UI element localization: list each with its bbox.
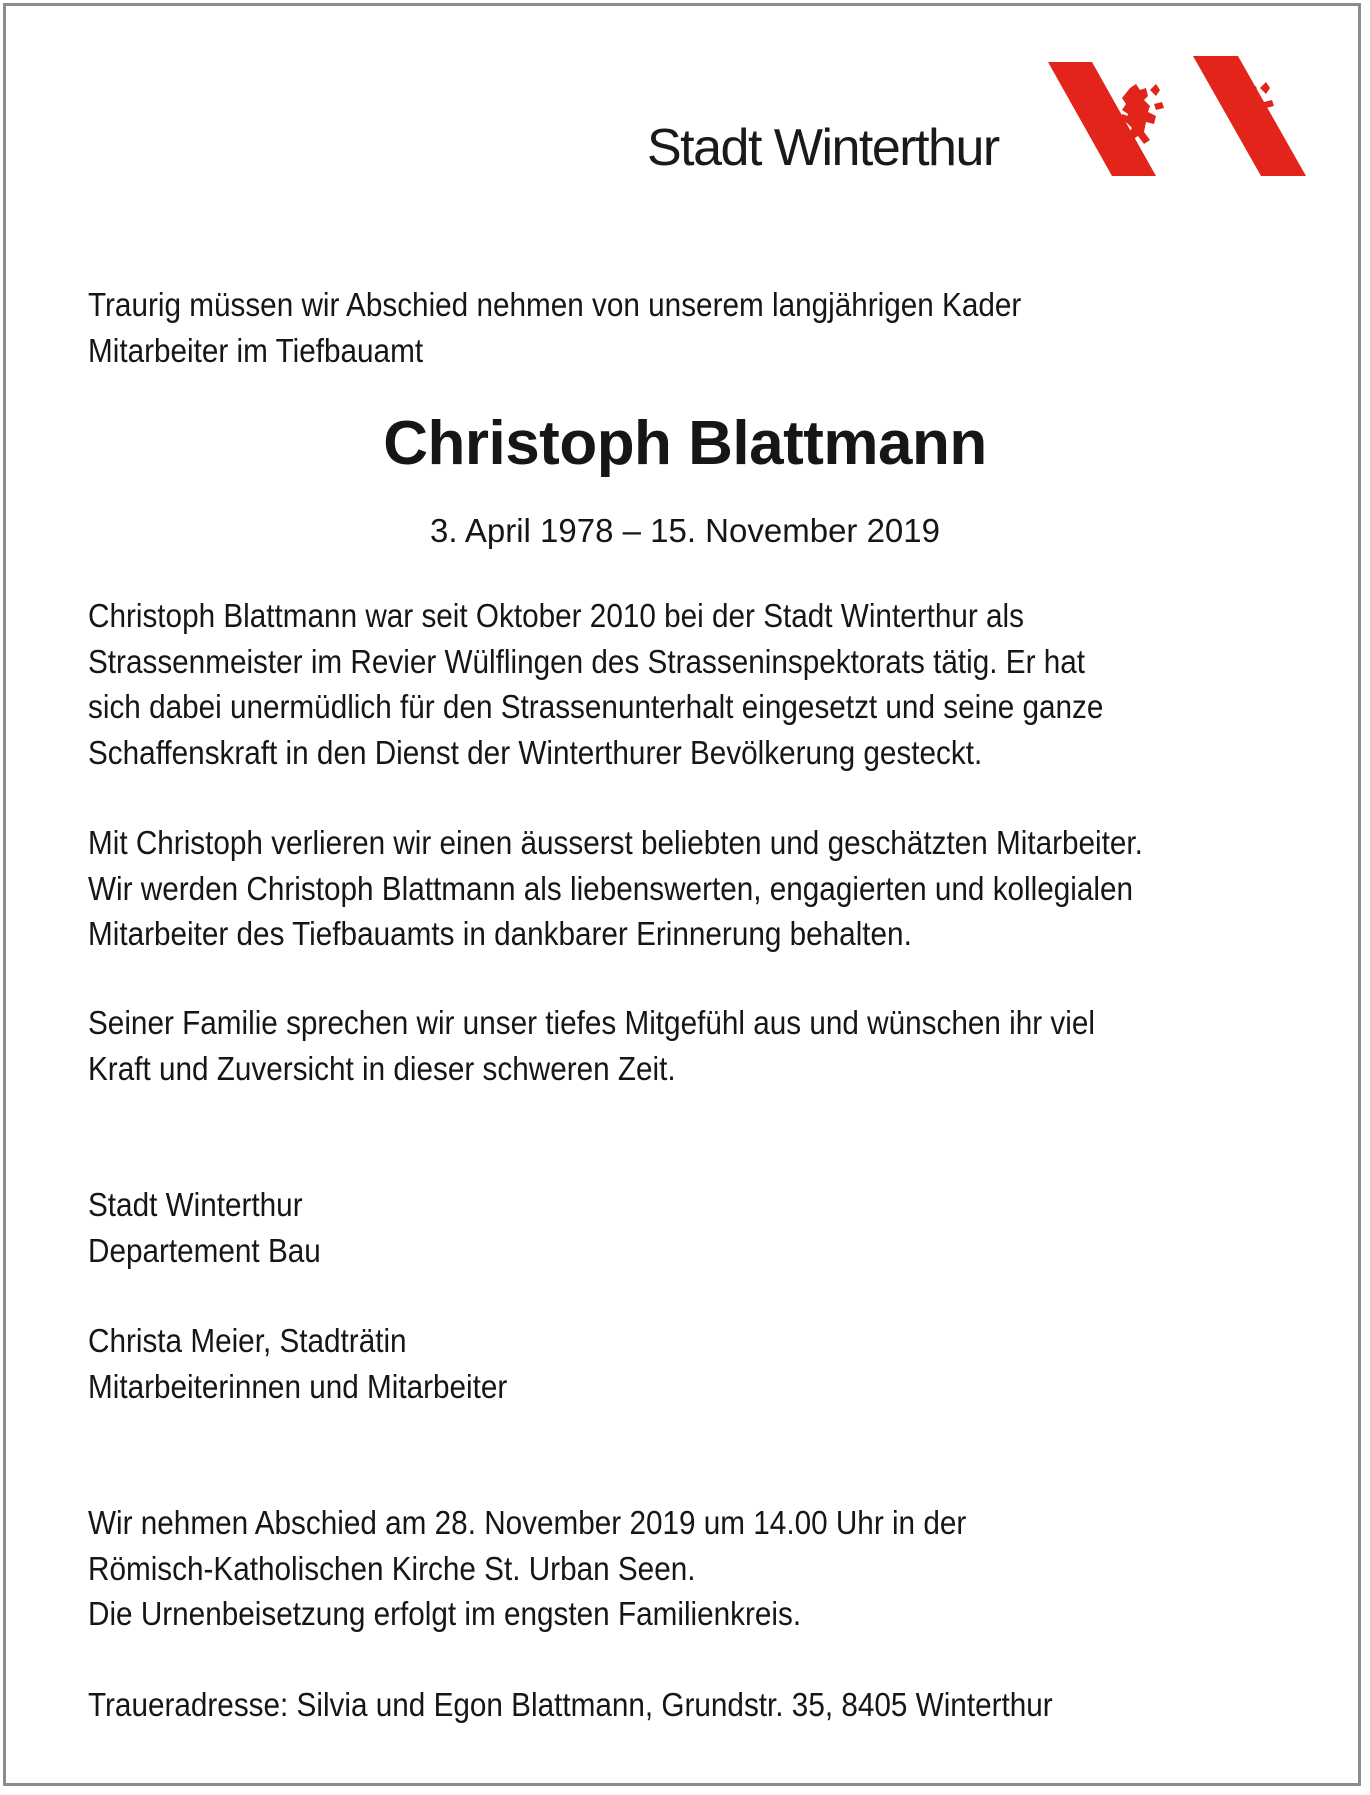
paragraph-line: Wir werden Christoph Blattmann als liebenswerten, engagierten und kollegialen: [88, 869, 1134, 907]
signature-organization: [88, 1182, 321, 1273]
ceremony-line: Römisch-Katholischen Kirche St. Urban Seen.: [88, 1549, 696, 1587]
logo-wordmark: Stadt Winterthur: [647, 119, 999, 177]
paragraph-line: Strassenmeister im Revier Wülflingen des Strasseninspektorats tätig. Er hat: [88, 642, 1086, 680]
paragraph-line: Mit Christoph verlieren wir einen äusserst beliebten und geschätzten Mitarbeiter.: [88, 824, 1143, 861]
intro-line: Mitarbeiter im Tiefbauamt: [88, 331, 424, 369]
life-dates: 3. April 1978 – 15. November 2019: [429, 512, 940, 549]
intro-text: [88, 282, 1021, 373]
mourning-address: Traueradresse: Silvia und Egon Blattmann, Grundstr. 35, 8405 Winterthur: [88, 1686, 1053, 1723]
paragraph-career: [88, 593, 1103, 775]
paragraph-line: Schaffenskraft in den Dienst der Winterthurer Bevölkerung gesteckt.: [88, 733, 983, 771]
signature-line: Stadt Winterthur: [88, 1186, 303, 1223]
signature-line: Christa Meier, Stadträtin: [88, 1322, 407, 1359]
paragraph-line: sich dabei unermüdlich für den Strassenunterhalt eingesetzt und seine ganze: [88, 688, 1104, 725]
paragraph-line: Mitarbeiter des Tiefbauamts in dankbarer Erinnerung behalten.: [88, 915, 912, 952]
winterthur-crest-icon: [1048, 56, 1306, 176]
signature-people: [88, 1318, 507, 1409]
signature-line: Mitarbeiterinnen und Mitarbeiter: [88, 1367, 508, 1405]
signature-line: Departement Bau: [88, 1231, 321, 1269]
paragraph-line: Seiner Familie sprechen wir unser tiefes Mitgefühl aus und wünschen ihr viel: [88, 1004, 1095, 1041]
paragraph-line: Kraft und Zuversicht in dieser schweren Zeit.: [88, 1049, 676, 1087]
intro-line: Traurig müssen wir Abschied nehmen von unserem langjährigen Kader: [88, 286, 1022, 323]
ceremony-line: Wir nehmen Abschied am 28. November 2019 um 14.00 Uhr in der: [88, 1504, 967, 1541]
ceremony-info: [88, 1500, 966, 1637]
paragraph-condolence: [88, 1000, 1095, 1091]
deceased-name: Christoph Blattmann: [383, 409, 987, 478]
paragraph-line: Christoph Blattmann war seit Oktober 2010 bei der Stadt Winterthur als: [88, 597, 1024, 634]
paragraph-remembrance: [88, 820, 1143, 957]
ceremony-line: Die Urnenbeisetzung erfolgt im engsten Familienkreis.: [88, 1595, 802, 1632]
